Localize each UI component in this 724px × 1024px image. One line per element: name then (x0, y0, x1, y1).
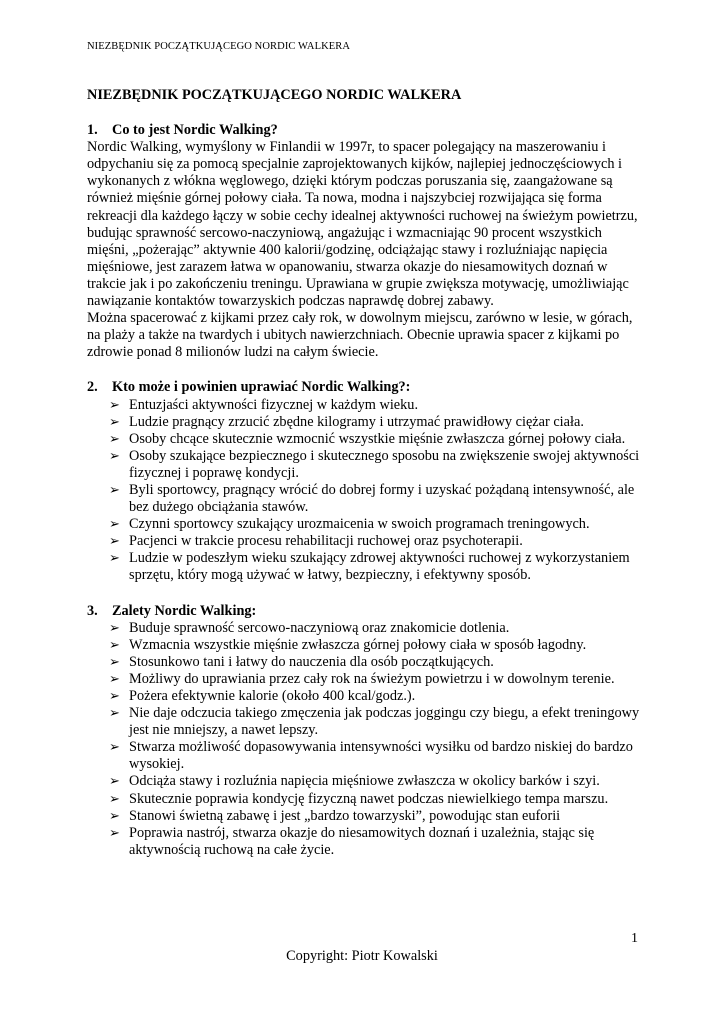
list-item (109, 825, 647, 859)
arrow-bullet-icon: ➢ (109, 774, 120, 790)
bullet-list (87, 397, 647, 585)
paragraph: Można spacerować z kijkami przez cały rok, w dowolnym miejscu, zarówno w lesie, w górach, na plaży a także na twardych i ubitych nawierzchniach. Obecnie uprawia spacer z kijkami po zdrowie ponad 8 milionów ludzi na całym świecie. (87, 310, 633, 361)
list-item-text: Skutecznie poprawia kondycję fizyczną nawet podczas niewielkiego tempa marszu. (129, 790, 609, 807)
section-number: 2. (87, 379, 98, 396)
list-item-text: Wzmacnia wszystkie mięśnie zwłaszcza górnej połowy ciała w sposób łagodny. (129, 636, 587, 653)
list-item (109, 671, 647, 688)
list-item (109, 654, 647, 671)
arrow-bullet-icon: ➢ (109, 791, 120, 807)
list-item-text: Poprawia nastrój, stwarza okazje do niesamowitych doznań i uzależnia, stając się aktywnością ruchową na całe życie. (129, 824, 595, 858)
arrow-bullet-icon: ➢ (109, 620, 120, 636)
list-item-text: Stanowi świetną zabawę i jest „bardzo towarzyski”, powodując stan euforii (129, 807, 561, 824)
document-body (87, 87, 647, 877)
arrow-bullet-icon: ➢ (109, 517, 120, 533)
section-what-is (87, 122, 647, 361)
list-item-text: Osoby chcące skutecznie wzmocnić wszystkie mięśnie zwłaszcza górnej połowy ciała. (129, 430, 626, 447)
arrow-bullet-icon: ➢ (109, 654, 120, 670)
list-item-text: Buduje sprawność sercowo-naczyniową oraz znakomicie dotlenia. (129, 619, 510, 636)
list-item (109, 448, 647, 482)
section-title: Kto może i powinien uprawiać Nordic Walking?: (112, 379, 411, 396)
list-item (109, 637, 647, 654)
section-who-should (87, 379, 647, 584)
arrow-bullet-icon: ➢ (109, 397, 120, 413)
list-item (109, 533, 647, 550)
list-item-text: Entuzjaści aktywności fizycznej w każdym wieku. (129, 396, 419, 413)
section-heading (87, 603, 647, 620)
running-header: NIEZBĘDNIK POCZĄTKUJĄCEGO NORDIC WALKERA (87, 41, 351, 52)
paragraph: Nordic Walking, wymyślony w Finlandii w 1997r, to spacer polegający na maszerowaniu i odpychaniu się za pomocą specjalnie zaprojektowanych kijków, najlepiej jednoczęściowych i wykonanych z włókna węglowego, dzięki którym podczas poruszania się, zaangażowane są również mięśnie górnej połowy ciała. Ta nowa, modna i najszybciej rozwijająca się forma rekreacji dla każdego łączy w sobie cechy idealnej aktywności ruchowej na świeżym powietrzu, budując sprawność sercowo-naczyniową, angażując i wzmacniając 90 procent wszystkich mięśni, „pożerając” aktywnie 400 kalorii/godzinę, odciążając stawy i rozluźniając napięcia mięśniowe, jest zarazem łatwa w opanowaniu, stwarza okazje do niesamowitych doznań w trakcie jak i po zakończeniu treningu. Uprawiana w grupie zwiększa motywację, umożliwiając nawiązanie kontaktów towarzyskich podczas naprawdę dobrej zabawy. (87, 139, 638, 310)
section-number: 1. (87, 122, 98, 139)
list-item-text: Osoby szukające bezpiecznego i skutecznego sposobu na zwiększenie swojej aktywności fizycznej i poprawę kondycji. (129, 447, 640, 481)
list-item (109, 516, 647, 533)
list-item-text: Byli sportowcy, pragnący wrócić do dobrej formy i uzyskać pożądaną intensywność, ale bez dużego obciążania stawów. (129, 481, 635, 516)
arrow-bullet-icon: ➢ (109, 431, 120, 447)
list-item (109, 705, 647, 739)
document-title: NIEZBĘDNIK POCZĄTKUJĄCEGO NORDIC WALKERA (87, 87, 462, 103)
arrow-bullet-icon: ➢ (109, 706, 120, 722)
list-item-text: Pacjenci w trakcie procesu rehabilitacji ruchowej oraz psychoterapii. (129, 533, 523, 550)
section-heading (87, 122, 647, 139)
bullet-list (87, 620, 647, 859)
list-item (109, 482, 647, 516)
list-item (109, 808, 647, 825)
arrow-bullet-icon: ➢ (109, 482, 120, 498)
list-item (109, 688, 647, 705)
arrow-bullet-icon: ➢ (109, 740, 120, 756)
section-title: Zalety Nordic Walking: (112, 602, 257, 619)
arrow-bullet-icon: ➢ (109, 825, 120, 841)
arrow-bullet-icon: ➢ (109, 671, 120, 687)
copyright-footer: Copyright: Piotr Kowalski (286, 948, 438, 964)
list-item (109, 620, 647, 637)
page-number: 1 (631, 931, 638, 946)
arrow-bullet-icon: ➢ (109, 689, 120, 704)
list-item-text: Pożera efektywnie kalorie (około 400 kcal/godz.). (129, 688, 416, 704)
arrow-bullet-icon: ➢ (109, 534, 120, 550)
list-item (109, 773, 647, 790)
arrow-bullet-icon: ➢ (109, 551, 120, 567)
list-item (109, 739, 647, 773)
list-item (109, 431, 647, 448)
list-item (109, 397, 647, 414)
list-item-text: Możliwy do uprawiania przez cały rok na świeżym powietrzu i w dowolnym terenie. (129, 670, 615, 687)
list-item-text: Stosunkowo tani i łatwy do nauczenia dla osób początkujących. (129, 653, 494, 670)
arrow-bullet-icon: ➢ (109, 414, 120, 430)
list-item-text: Nie daje odczucia takiego zmęczenia jak podczas joggingu czy biegu, a efekt treningowy jest nie mniejszy, a nawet lepszy. (129, 705, 640, 739)
list-item (109, 414, 647, 431)
list-item-text: Ludzie pragnący zrzucić zbędne kilogramy i utrzymać prawidłowy ciężar ciała. (129, 413, 584, 430)
list-item (109, 791, 647, 808)
section-number: 3. (87, 602, 98, 619)
arrow-bullet-icon: ➢ (109, 448, 120, 464)
arrow-bullet-icon: ➢ (109, 637, 120, 653)
list-item-text: Ludzie w podeszłym wieku szukający zdrowej aktywności ruchowej z wykorzystaniem sprzętu, który mogą używać w łatwy, bezpieczny, i efektywny sposób. (129, 550, 630, 584)
list-item-text: Odciąża stawy i rozluźnia napięcia mięśniowe zwłaszcza w okolicy barków i szyi. (129, 773, 600, 790)
list-item (109, 550, 647, 584)
section-heading (87, 379, 647, 396)
section-title: Co to jest Nordic Walking? (112, 122, 278, 139)
list-item-text: Stwarza możliwość dopasowywania intensywności wysiłku od bardzo niskiej do bardzo wysokiej. (129, 739, 633, 773)
list-item-text: Czynni sportowcy szukający urozmaicenia w swoich programach treningowych. (129, 516, 590, 533)
arrow-bullet-icon: ➢ (109, 808, 120, 824)
section-benefits (87, 603, 647, 859)
